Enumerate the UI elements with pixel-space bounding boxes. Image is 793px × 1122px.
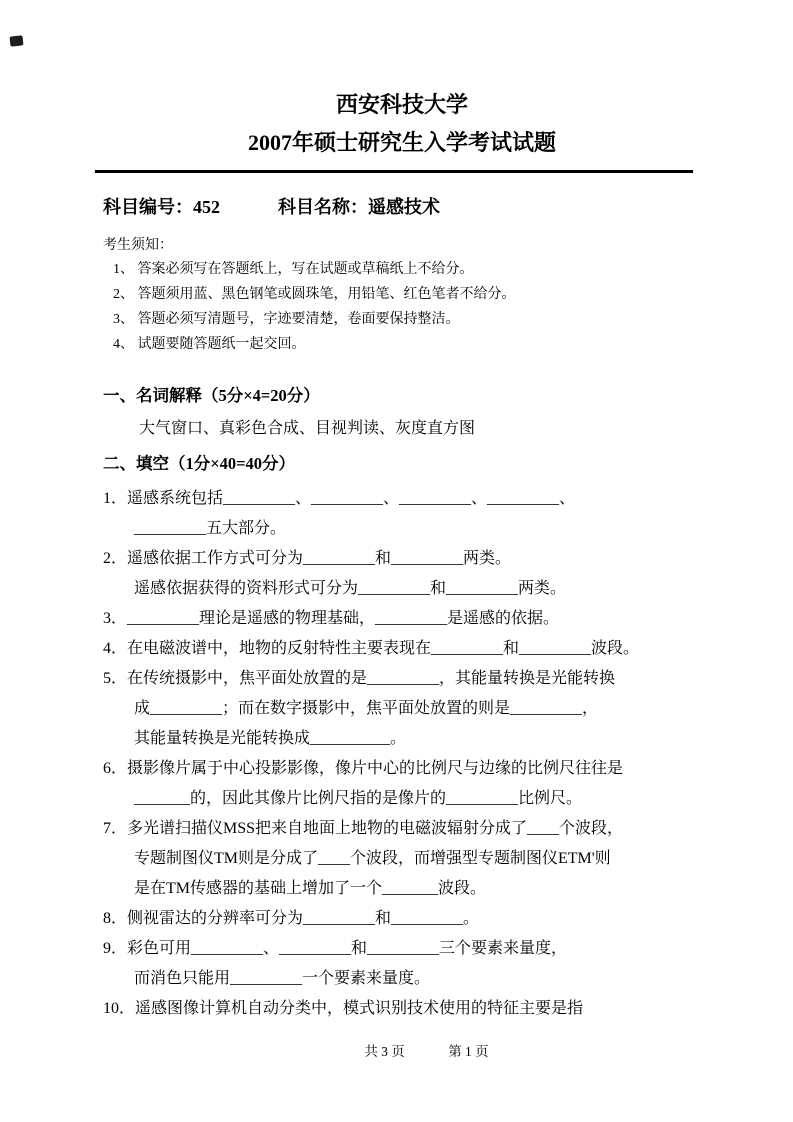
question-text: 在电磁波谱中，地物的反射特性主要表现在_________和_________波段。 [127,640,640,657]
notice-item: 1、 答案必须写在答题纸上，写在试题或草稿纸上不给分。 [113,262,474,277]
question-number: 9． [103,940,128,957]
current-page: 第 1 页 [448,1044,489,1059]
question-number: 2． [103,550,128,567]
question-text: 遥感依据工作方式可分为_________和_________两类。 [127,550,512,567]
exam-title: 2007年硕士研究生入学考试试题 [247,130,556,155]
question-number: 8． [103,910,128,927]
question-number: 3． [103,610,128,627]
question-number: 4． [103,640,128,657]
notice-section [103,235,701,357]
title-divider [95,170,693,173]
question-text: 在传统摄影中，焦平面处放置的是_________，其能量转换是光能转换 [127,670,616,687]
question-text: _________理论是遥感的物理基础，_________是遥感的依据。 [127,610,560,627]
question-3 [103,604,701,634]
section-terms-content: 大气窗口、真彩色合成、目视判读、灰度直方图 [139,420,476,437]
page-content [103,86,701,1024]
question-text: 而消色只能用_________一个要素来量度。 [134,970,431,987]
question-number: 10． [103,1000,136,1017]
question-text: 是在TM传感器的基础上增加了一个_______波段。 [134,880,487,897]
page-footer [0,1040,793,1060]
question-4 [103,634,701,664]
notice-item: 3、 答题必须写清题号，字迹要清楚，卷面要保持整洁。 [113,312,460,327]
question-1 [103,484,701,544]
question-text: 遥感依据获得的资料形式可分为_________和_________两类。 [134,580,567,597]
question-7 [103,814,701,904]
question-text: _________五大部分。 [134,520,287,537]
subject-name: 科目名称：遥感技术 [278,197,440,217]
question-text: 专题制图仪TM则是分成了____个波段，而增强型专题制图仪ETM'则 [134,850,611,867]
total-pages: 共 3 页 [364,1044,405,1059]
question-5 [103,664,701,754]
question-text: _______的，因此其像片比例尺指的是像片的_________比例尺。 [134,790,583,807]
question-text: 彩色可用_________、_________和_________三个要素来量度， [127,940,568,957]
question-text: 多光谱扫描仪MSS把来自地面上地物的电磁波辐射分成了____个波段， [127,820,624,837]
fill-blank-questions [103,484,701,1024]
subject-line [103,193,701,219]
question-10 [103,994,701,1024]
scan-artifact-mark [10,35,24,46]
question-number: 6． [103,760,128,777]
section-fill-blank-heading: 二、填空（1分×40=40分） [103,454,296,473]
question-9 [103,934,701,994]
question-2 [103,544,701,604]
question-6 [103,754,701,814]
question-text: 其能量转换是光能转换成__________。 [134,730,407,747]
notice-item: 4、 试题要随答题纸一起交回。 [113,337,306,352]
question-number: 7． [103,820,128,837]
question-text: 摄影像片属于中心投影影像，像片中心的比例尺与边缘的比例尺往往是 [127,760,624,777]
question-text: 遥感图像计算机自动分类中，模式识别技术使用的特征主要是指 [135,1000,584,1017]
notice-item: 2、 答题须用蓝、黑色钢笔或圆珠笔，用铅笔、红色笔者不给分。 [113,287,516,302]
notice-heading: 考生须知： [103,238,173,253]
question-text: 侧视雷达的分辨率可分为_________和_________。 [127,910,480,927]
question-text: 成_________；而在数字摄影中，焦平面处放置的则是_________， [134,700,599,717]
question-8 [103,904,701,934]
notice-items [113,257,701,357]
section-terms-heading: 一、名词解释（5分×4=20分） [103,386,320,405]
question-number: 1． [103,490,128,507]
question-number: 5． [103,670,128,687]
subject-code: 科目编号：452 [103,197,220,217]
question-text: 遥感系统包括_________、_________、_________、_________、 [127,490,576,507]
university-title: 西安科技大学 [335,92,468,117]
